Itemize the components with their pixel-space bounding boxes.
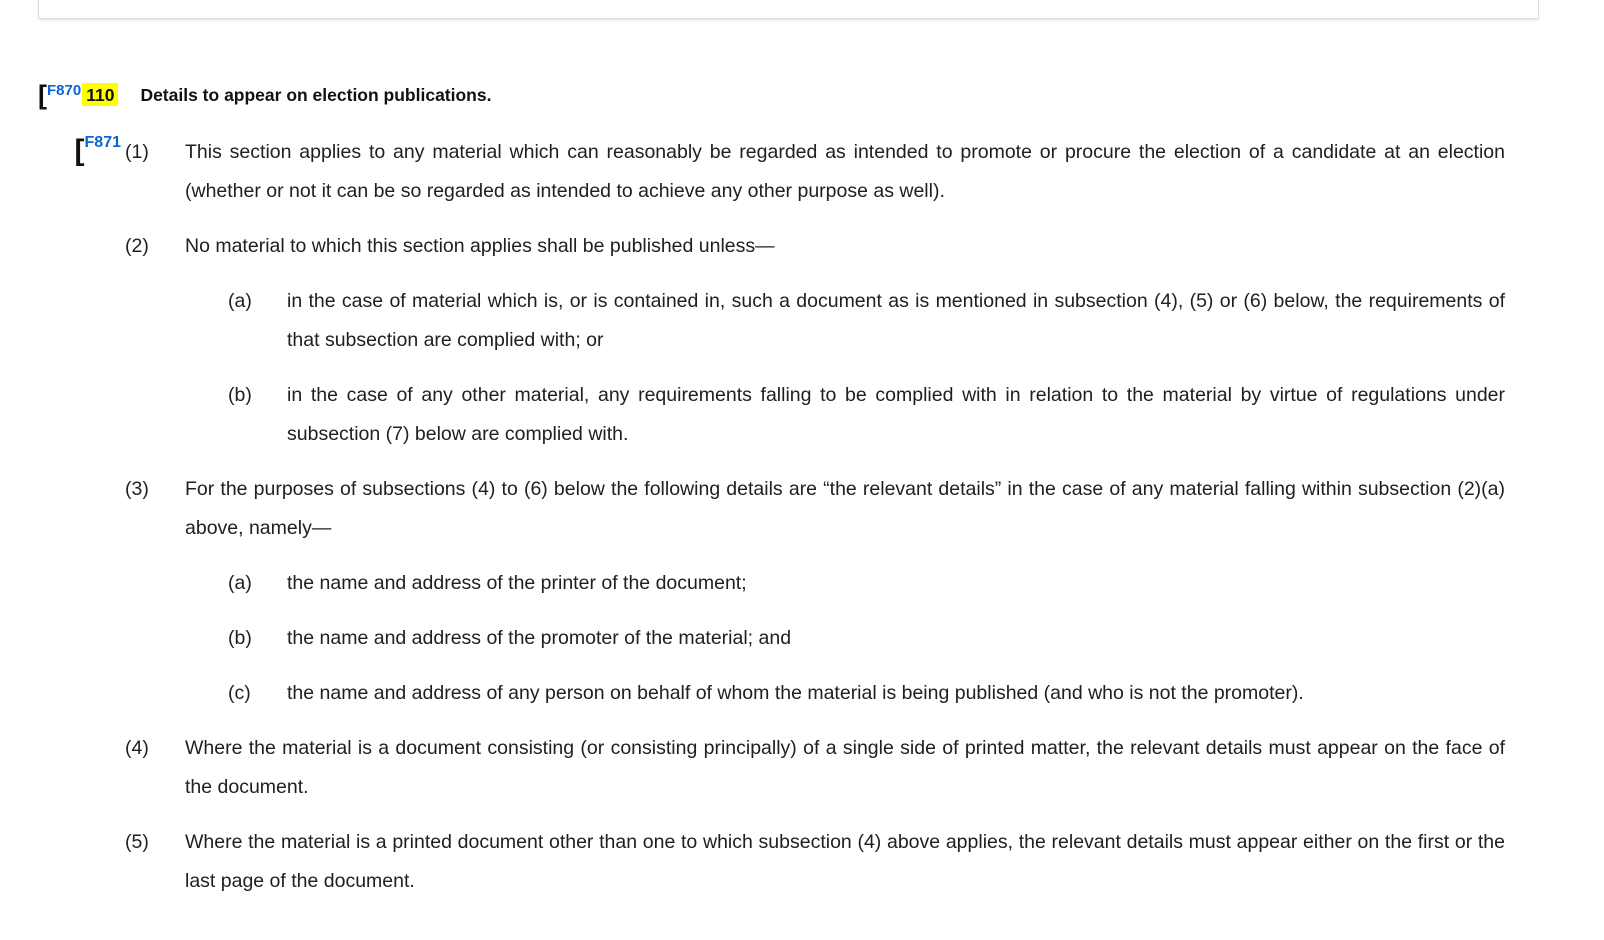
subsection-2-number: [125, 227, 185, 266]
subsection-3-number: [125, 470, 185, 548]
subsection-number-label: (1): [125, 141, 149, 163]
subsection-number-label: (3): [125, 478, 149, 500]
section-title: Details to appear on election publications.: [140, 85, 492, 105]
subsection-1-amendment-marker: [75, 130, 121, 170]
item-letter: (b): [228, 627, 252, 649]
item-text: the name and address of the printer of the document;: [287, 572, 747, 594]
amendment-open-bracket: [: [74, 134, 85, 167]
section-number: 110: [82, 83, 118, 106]
item-letter: (c): [228, 682, 251, 704]
subsection-number-label: (5): [125, 831, 149, 853]
footnote-ref-f870[interactable]: F870: [47, 82, 82, 99]
subsection-2-text: No material to which this section applies shall be published unless—: [185, 235, 775, 257]
subsection-1: [74, 133, 1505, 211]
item-letter: (a): [228, 290, 252, 312]
item-letter: (a): [228, 572, 252, 594]
subsection-3-item-c: [228, 674, 1505, 713]
footnote-ref-f871[interactable]: F871: [84, 134, 121, 151]
subsection-5-text: Where the material is a printed document other than one to which subsection (4) above applies, the relevant details must appear either on the first or the last page of the document.: [185, 831, 1505, 892]
item-text: in the case of any other material, any requirements falling to be complied with in relation to the material by virtue of regulations under subsection (7) below are complied with.: [287, 384, 1505, 445]
subsection-3-item-b: [228, 619, 1505, 658]
subsection-2-item-b: [228, 376, 1505, 454]
subsection-5-number: [125, 823, 185, 901]
subsection-4-text: Where the material is a document consisting (or consisting principally) of a single side of printed matter, the relevant details must appear on the face of the document.: [185, 737, 1505, 798]
subsection-number-label: (4): [125, 737, 149, 759]
section-body: [0, 112, 1604, 901]
subsection-3-item-a: [228, 564, 1505, 603]
subsection-4-number: [125, 729, 185, 807]
subsection-2-item-a: [228, 282, 1505, 360]
subsection-2: [125, 227, 1505, 266]
item-text: the name and address of the promoter of the material; and: [287, 627, 792, 649]
subsection-1-text: This section applies to any material which can reasonably be regarded as intended to promote or procure the election of a candidate at an election (whether or not it can be so regarded as intended to achieve any other purpose as well).: [185, 141, 1505, 202]
top-panel: [38, 0, 1539, 19]
subsection-4: [125, 729, 1505, 807]
section-heading: [38, 82, 491, 110]
subsection-3: [125, 470, 1505, 548]
subsection-5: [125, 823, 1505, 901]
subsection-number-label: (2): [125, 235, 149, 257]
subsection-3-text: For the purposes of subsections (4) to (6) below the following details are “the relevant details” in the case of any material falling within subsection (2)(a) above, namely—: [185, 478, 1505, 539]
amendment-open-bracket: [: [38, 80, 47, 110]
item-letter: (b): [228, 384, 252, 406]
item-text: the name and address of any person on behalf of whom the material is being published (and who is not the promoter).: [287, 682, 1304, 704]
item-text: in the case of material which is, or is contained in, such a document as is mentioned in subsection (4), (5) or (6) below, the requirements of that subsection are complied with; or: [287, 290, 1505, 351]
subsection-1-number: [74, 133, 185, 211]
